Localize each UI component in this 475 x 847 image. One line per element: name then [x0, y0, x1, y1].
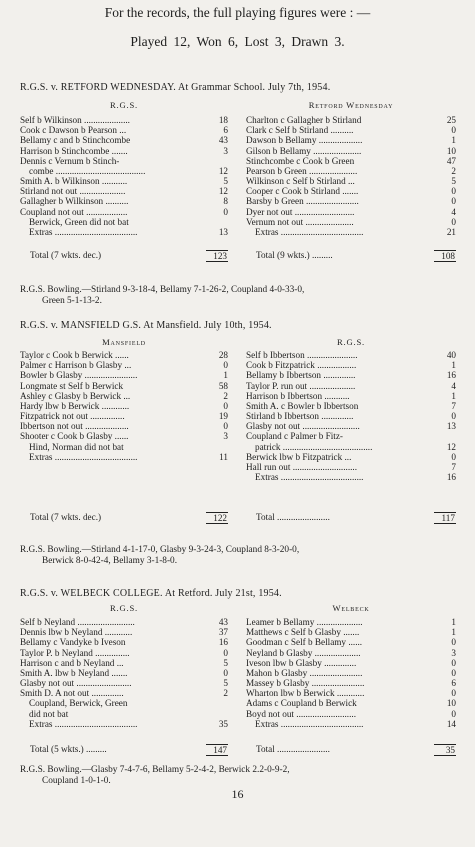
batsman-score: 2 [223, 688, 228, 699]
batsman-name: Cook c Dawson b Pearson ... [20, 125, 127, 136]
batsman-row [20, 156, 228, 166]
batsman-row [246, 678, 456, 688]
batsman-name: Taylor P. b Neyland ............... [20, 647, 130, 658]
batsman-name: Extras .................................... [29, 718, 138, 729]
batsman-row [20, 442, 228, 452]
batsman-row [246, 217, 456, 227]
total-label: Total (7 wkts. dec.) [30, 250, 102, 260]
batsman-score: 12 [218, 165, 228, 176]
batsman-name: Cooper c Cook b Stirland ....... [246, 186, 359, 197]
batsman-name: Pearson b Green ..................... [246, 165, 358, 176]
batsman-row [246, 350, 456, 360]
batsman-name: Harrison c and b Neyland ... [20, 657, 124, 668]
innings-total [246, 250, 456, 262]
season-summary: Played 12, Won 6, Lost 3, Drawn 3. [130, 34, 345, 49]
batsman-score: 3 [223, 431, 228, 442]
team-heading: Mansfield [102, 337, 146, 347]
batsman-score: 21 [446, 227, 456, 238]
batsman-row [20, 709, 228, 719]
batsman-score: 7 [451, 462, 456, 473]
batsman-row [20, 186, 228, 196]
batsman-row [246, 442, 456, 452]
batsman-name: Smith A. lbw b Neyland ....... [20, 667, 128, 678]
batsman-score: 8 [223, 196, 228, 207]
batsman-name: Berwick, Green did not bat [29, 216, 129, 227]
batsman-score: 11 [219, 451, 228, 462]
batsman-row [246, 699, 456, 709]
extras-row [20, 719, 228, 729]
batsman-score: 35 [218, 718, 228, 729]
total-label: Total (9 wkts.) ......... [256, 250, 333, 260]
batting-card [20, 350, 228, 462]
batsman-name: Harrison b Stinchcombe ....... [20, 145, 128, 156]
bowling-line: Green 5-1-13-2. [42, 296, 102, 306]
batsman-score: 5 [451, 176, 456, 187]
batsman-row [246, 207, 456, 217]
batsman-name: Adams c Coupland b Berwick [246, 698, 357, 709]
batsman-score: 0 [223, 400, 228, 411]
batsman-row [246, 668, 456, 678]
batsman-score: 6 [451, 678, 456, 689]
intro-line: For the records, the full playing figures were : — [104, 5, 371, 20]
batsman-row [20, 617, 228, 627]
batsman-score: 43 [218, 135, 228, 146]
batsman-row [20, 401, 228, 411]
batsman-row [20, 176, 228, 186]
batsman-score: 1 [451, 616, 456, 627]
batsman-name: Palmer c Harrison b Glasby ... [20, 360, 132, 371]
batting-card [20, 115, 228, 237]
extras-row [20, 452, 228, 462]
batsman-score: 0 [451, 216, 456, 227]
batsman-name: Taylor P. run out .................... [246, 380, 356, 391]
batsman-name: combe ....................................... [29, 165, 146, 176]
batting-card [246, 617, 456, 729]
team-heading: Retford Wednesday [308, 100, 394, 110]
batsman-row [246, 176, 456, 186]
total-value: 117 [434, 512, 456, 524]
batsman-score: 0 [223, 647, 228, 658]
batsman-name: Cook b Fitzpatrick ................. [246, 360, 357, 371]
batsman-score: 0 [451, 667, 456, 678]
batsman-name: patrick ....................................... [255, 441, 373, 452]
batsman-name: Massey b Glasby ....................... [246, 678, 365, 689]
total-label: Total (5 wkts.) ......... [30, 744, 107, 754]
batsman-row [20, 146, 228, 156]
batsman-row [20, 207, 228, 217]
batsman-row [20, 217, 228, 227]
total-value: 122 [206, 512, 228, 524]
batsman-score: 12 [218, 186, 228, 197]
team-heading: R.G.S. [110, 100, 138, 110]
bowling-figures [20, 765, 460, 787]
batsman-name: Mahon b Glasby ....................... [246, 667, 363, 678]
batsman-score: 14 [446, 718, 456, 729]
innings-total [20, 512, 228, 524]
batsman-name: Neyland b Glasby .................... [246, 647, 361, 658]
batsman-score: 5 [223, 176, 228, 187]
batsman-row [246, 135, 456, 145]
batsman-score: 1 [223, 370, 228, 381]
batsman-score: 7 [451, 400, 456, 411]
batsman-name: Stirland not out .................... [20, 186, 126, 197]
batsman-row [20, 350, 228, 360]
batsman-name: Fitzpatrick not out ............... [20, 411, 125, 422]
total-value: 108 [434, 250, 456, 262]
total-value: 123 [206, 250, 228, 262]
batsman-row [20, 637, 228, 647]
batsman-score: 0 [223, 206, 228, 217]
innings-total [246, 512, 456, 524]
batsman-score: 47 [446, 155, 456, 166]
batsman-score: 0 [451, 411, 456, 422]
batsman-row [20, 432, 228, 442]
batsman-row [20, 627, 228, 637]
batsman-name: Coupland, Berwick, Green [29, 698, 128, 709]
batsman-score: 40 [446, 349, 456, 360]
batsman-score: 58 [218, 380, 228, 391]
batsman-row [246, 146, 456, 156]
batsman-name: Hardy lbw b Berwick ............ [20, 400, 130, 411]
batsman-score: 2 [451, 165, 456, 176]
batsman-row [20, 699, 228, 709]
batsman-row [246, 186, 456, 196]
batting-card [246, 115, 456, 237]
total-label: Total ....................... [256, 744, 330, 754]
bowling-line: R.G.S. Bowling.—Stirland 9-3-18-4, Bellamy 7-1-26-2, Coupland 4-0-33-0, [20, 285, 305, 295]
bowling-figures [20, 545, 460, 567]
team-heading: R.G.S. [110, 603, 138, 613]
batsman-row [20, 658, 228, 668]
batsman-row [246, 627, 456, 637]
batsman-name: Self b Neyland ......................... [20, 616, 135, 627]
batsman-name: Smith D. A not out .............. [20, 688, 124, 699]
batsman-score: 0 [451, 688, 456, 699]
batsman-name: Coupland c Palmer b Fitz- [246, 431, 343, 442]
batsman-name: Wilkinson c Self b Stirland ... [246, 176, 355, 187]
batsman-row [246, 381, 456, 391]
batsman-row [20, 125, 228, 135]
batsman-row [246, 688, 456, 698]
batsman-name: Stirland b Ibbertson .............. [246, 411, 354, 422]
batsman-name: Shooter c Cook b Glasby ...... [20, 431, 129, 442]
batsman-score: 18 [218, 114, 228, 125]
batsman-score: 16 [218, 637, 228, 648]
batsman-row [20, 678, 228, 688]
batsman-score: 5 [223, 657, 228, 668]
batsman-name: Dyer not out .......................... [246, 206, 355, 217]
batsman-name: Self b Ibbertson ...................... [246, 349, 358, 360]
batsman-name: Extras .................................... [29, 451, 138, 462]
batsman-score: 43 [218, 616, 228, 627]
batsman-row [246, 452, 456, 462]
batsman-score: 19 [218, 411, 228, 422]
batsman-score: 4 [451, 206, 456, 217]
batsman-row [246, 370, 456, 380]
batsman-row [246, 115, 456, 125]
batsman-row [20, 411, 228, 421]
batsman-score: 1 [451, 135, 456, 146]
batsman-name: Stinchcombe c Cook b Green [246, 155, 355, 166]
batsman-row [246, 125, 456, 135]
batsman-name: Taylor c Cook b Berwick ...... [20, 349, 129, 360]
total-value: 35 [434, 744, 456, 756]
batsman-score: 1 [451, 360, 456, 371]
total-value: 147 [206, 744, 228, 756]
extras-row [246, 227, 456, 237]
batsman-score: 2 [223, 390, 228, 401]
batsman-name: Extras .................................... [255, 472, 364, 483]
batsman-score: 16 [446, 472, 456, 483]
batsman-name: Bellamy c and b Stinchcombe [20, 135, 131, 146]
innings-total [20, 744, 228, 756]
batsman-row [246, 648, 456, 658]
batsman-name: Smith A. c Bowler b Ibbertson [246, 400, 359, 411]
batsman-row [246, 637, 456, 647]
batsman-score: 1 [451, 627, 456, 638]
batsman-score: 10 [446, 698, 456, 709]
match-heading: R.G.S. v. RETFORD WEDNESDAY. At Grammar School. July 7th, 1954. [20, 82, 331, 93]
batsman-score: 4 [451, 380, 456, 391]
match-heading: R.G.S. v. WELBECK COLLEGE. At Retford. July 21st, 1954. [20, 588, 282, 599]
batsman-name: Coupland not out .................. [20, 206, 128, 217]
bowling-line: R.G.S. Bowling.—Glasby 7-4-7-6, Bellamy 5-2-4-2, Berwick 2.2-0-9-2, [20, 765, 290, 775]
batsman-row [246, 617, 456, 627]
bowling-line: Berwick 8-0-42-4, Bellamy 3-1-8-0. [42, 556, 178, 566]
batsman-row [20, 166, 228, 176]
batsman-score: 0 [451, 657, 456, 668]
batsman-score: 25 [446, 114, 456, 125]
batsman-score: 16 [446, 370, 456, 381]
batsman-name: Harrison b Ibbertson ........... [246, 390, 350, 401]
batsman-name: Bellamy c Vandyke b Iveson [20, 637, 126, 648]
batsman-score: 0 [451, 196, 456, 207]
batsman-row [246, 401, 456, 411]
batsman-name: Gilson b Bellamy ..................... [246, 145, 362, 156]
batsman-score: 12 [446, 441, 456, 452]
batsman-score: 13 [446, 421, 456, 432]
extras-row [246, 472, 456, 482]
batsman-score: 0 [451, 637, 456, 648]
batsman-name: Extras .................................... [255, 718, 364, 729]
batsman-name: Goodman c Self b Bellamy ...... [246, 637, 363, 648]
match-heading: R.G.S. v. MANSFIELD G.S. At Mansfield. July 10th, 1954. [20, 320, 272, 331]
batsman-row [20, 421, 228, 431]
total-label: Total (7 wkts. dec.) [30, 512, 102, 522]
batsman-row [246, 432, 456, 442]
batting-card [246, 350, 456, 482]
batsman-score: 28 [218, 349, 228, 360]
batsman-name: Glasby not out ........................ [20, 678, 132, 689]
batsman-name: Self b Wilkinson .................... [20, 114, 130, 125]
batsman-score: 0 [223, 421, 228, 432]
batsman-score: 6 [223, 125, 228, 136]
batsman-name: Dennis c Vernum b Stinch- [20, 155, 120, 166]
batsman-score: 0 [451, 186, 456, 197]
batsman-score: 10 [446, 145, 456, 156]
batsman-score: 37 [218, 627, 228, 638]
batsman-score: 0 [223, 360, 228, 371]
batsman-row [20, 135, 228, 145]
batsman-name: Glasby not out ......................... [246, 421, 360, 432]
batsman-score: 3 [223, 145, 228, 156]
batsman-score: 3 [451, 647, 456, 658]
bowling-line: R.G.S. Bowling.—Stirland 4-1-17-0, Glasby 9-3-24-3, Coupland 8-3-20-0, [20, 545, 300, 555]
batsman-score: 0 [223, 667, 228, 678]
batsman-row [246, 709, 456, 719]
bowling-line: Coupland 1-0-1-0. [42, 776, 111, 786]
batsman-row [20, 688, 228, 698]
batsman-name: Longmate st Self b Berwick [20, 380, 124, 391]
bowling-figures [20, 285, 460, 307]
batsman-name: Vernum not out ..................... [246, 216, 354, 227]
innings-total [246, 744, 456, 756]
batsman-name: Dennis lbw b Neyland ............ [20, 627, 133, 638]
batsman-score: 13 [218, 227, 228, 238]
batsman-name: Bowler b Glasby ....................... [20, 370, 138, 381]
batsman-row [246, 421, 456, 431]
extras-row [20, 227, 228, 237]
batsman-score: 1 [451, 390, 456, 401]
batsman-name: Hall run out ............................ [246, 462, 358, 473]
batsman-name: Charlton c Gallagher b Stirland [246, 114, 362, 125]
batsman-name: Wharton lbw b Berwick ............ [246, 688, 365, 699]
batsman-name: Berwick lbw b Fitzpatrick ... [246, 451, 352, 462]
batsman-row [246, 197, 456, 207]
batsman-name: Matthews c Self b Glasby ....... [246, 627, 360, 638]
batsman-name: Gallagher b Wilkinson .......... [20, 196, 129, 207]
batsman-row [246, 411, 456, 421]
batsman-score: 0 [451, 125, 456, 136]
batsman-name: Leamer b Bellamy .................... [246, 616, 363, 627]
batsman-name: Extras .................................... [29, 227, 138, 238]
batsman-row [20, 115, 228, 125]
team-heading: Welbeck [332, 603, 370, 613]
batsman-name: Barsby b Green ....................... [246, 196, 359, 207]
batsman-name: Dawson b Bellamy ................... [246, 135, 363, 146]
batsman-row [20, 668, 228, 678]
batsman-row [246, 360, 456, 370]
batsman-name: Boyd not out .......................... [246, 708, 356, 719]
extras-row [246, 719, 456, 729]
batsman-row [246, 658, 456, 668]
batsman-name: Ibbertson not out ................... [20, 421, 129, 432]
batsman-score: 0 [451, 451, 456, 462]
batsman-name: Extras .................................... [255, 227, 364, 238]
batsman-row [246, 166, 456, 176]
batsman-score: 5 [223, 678, 228, 689]
innings-total [20, 250, 228, 262]
batsman-row [20, 391, 228, 401]
batsman-row [246, 462, 456, 472]
batsman-name: did not bat [29, 708, 69, 719]
batsman-name: Ashley c Glasby b Berwick ... [20, 390, 131, 401]
batsman-row [20, 360, 228, 370]
total-label: Total ....................... [256, 512, 330, 522]
batsman-row [20, 648, 228, 658]
batsman-score: 0 [451, 708, 456, 719]
batsman-row [20, 381, 228, 391]
batsman-name: Smith A. b Wilkinson ........... [20, 176, 128, 187]
batting-card [20, 617, 228, 729]
batsman-row [20, 370, 228, 380]
batsman-row [246, 391, 456, 401]
batsman-name: Hind, Norman did not bat [29, 441, 124, 452]
batsman-name: Bellamy b Ibbertson .............. [246, 370, 356, 381]
batsman-name: Clark c Self b Stirland .......... [246, 125, 354, 136]
page-number: 16 [231, 787, 244, 801]
batsman-row [246, 156, 456, 166]
batsman-row [20, 197, 228, 207]
team-heading: R.G.S. [337, 337, 365, 347]
batsman-name: Iveson lbw b Glasby .............. [246, 657, 357, 668]
